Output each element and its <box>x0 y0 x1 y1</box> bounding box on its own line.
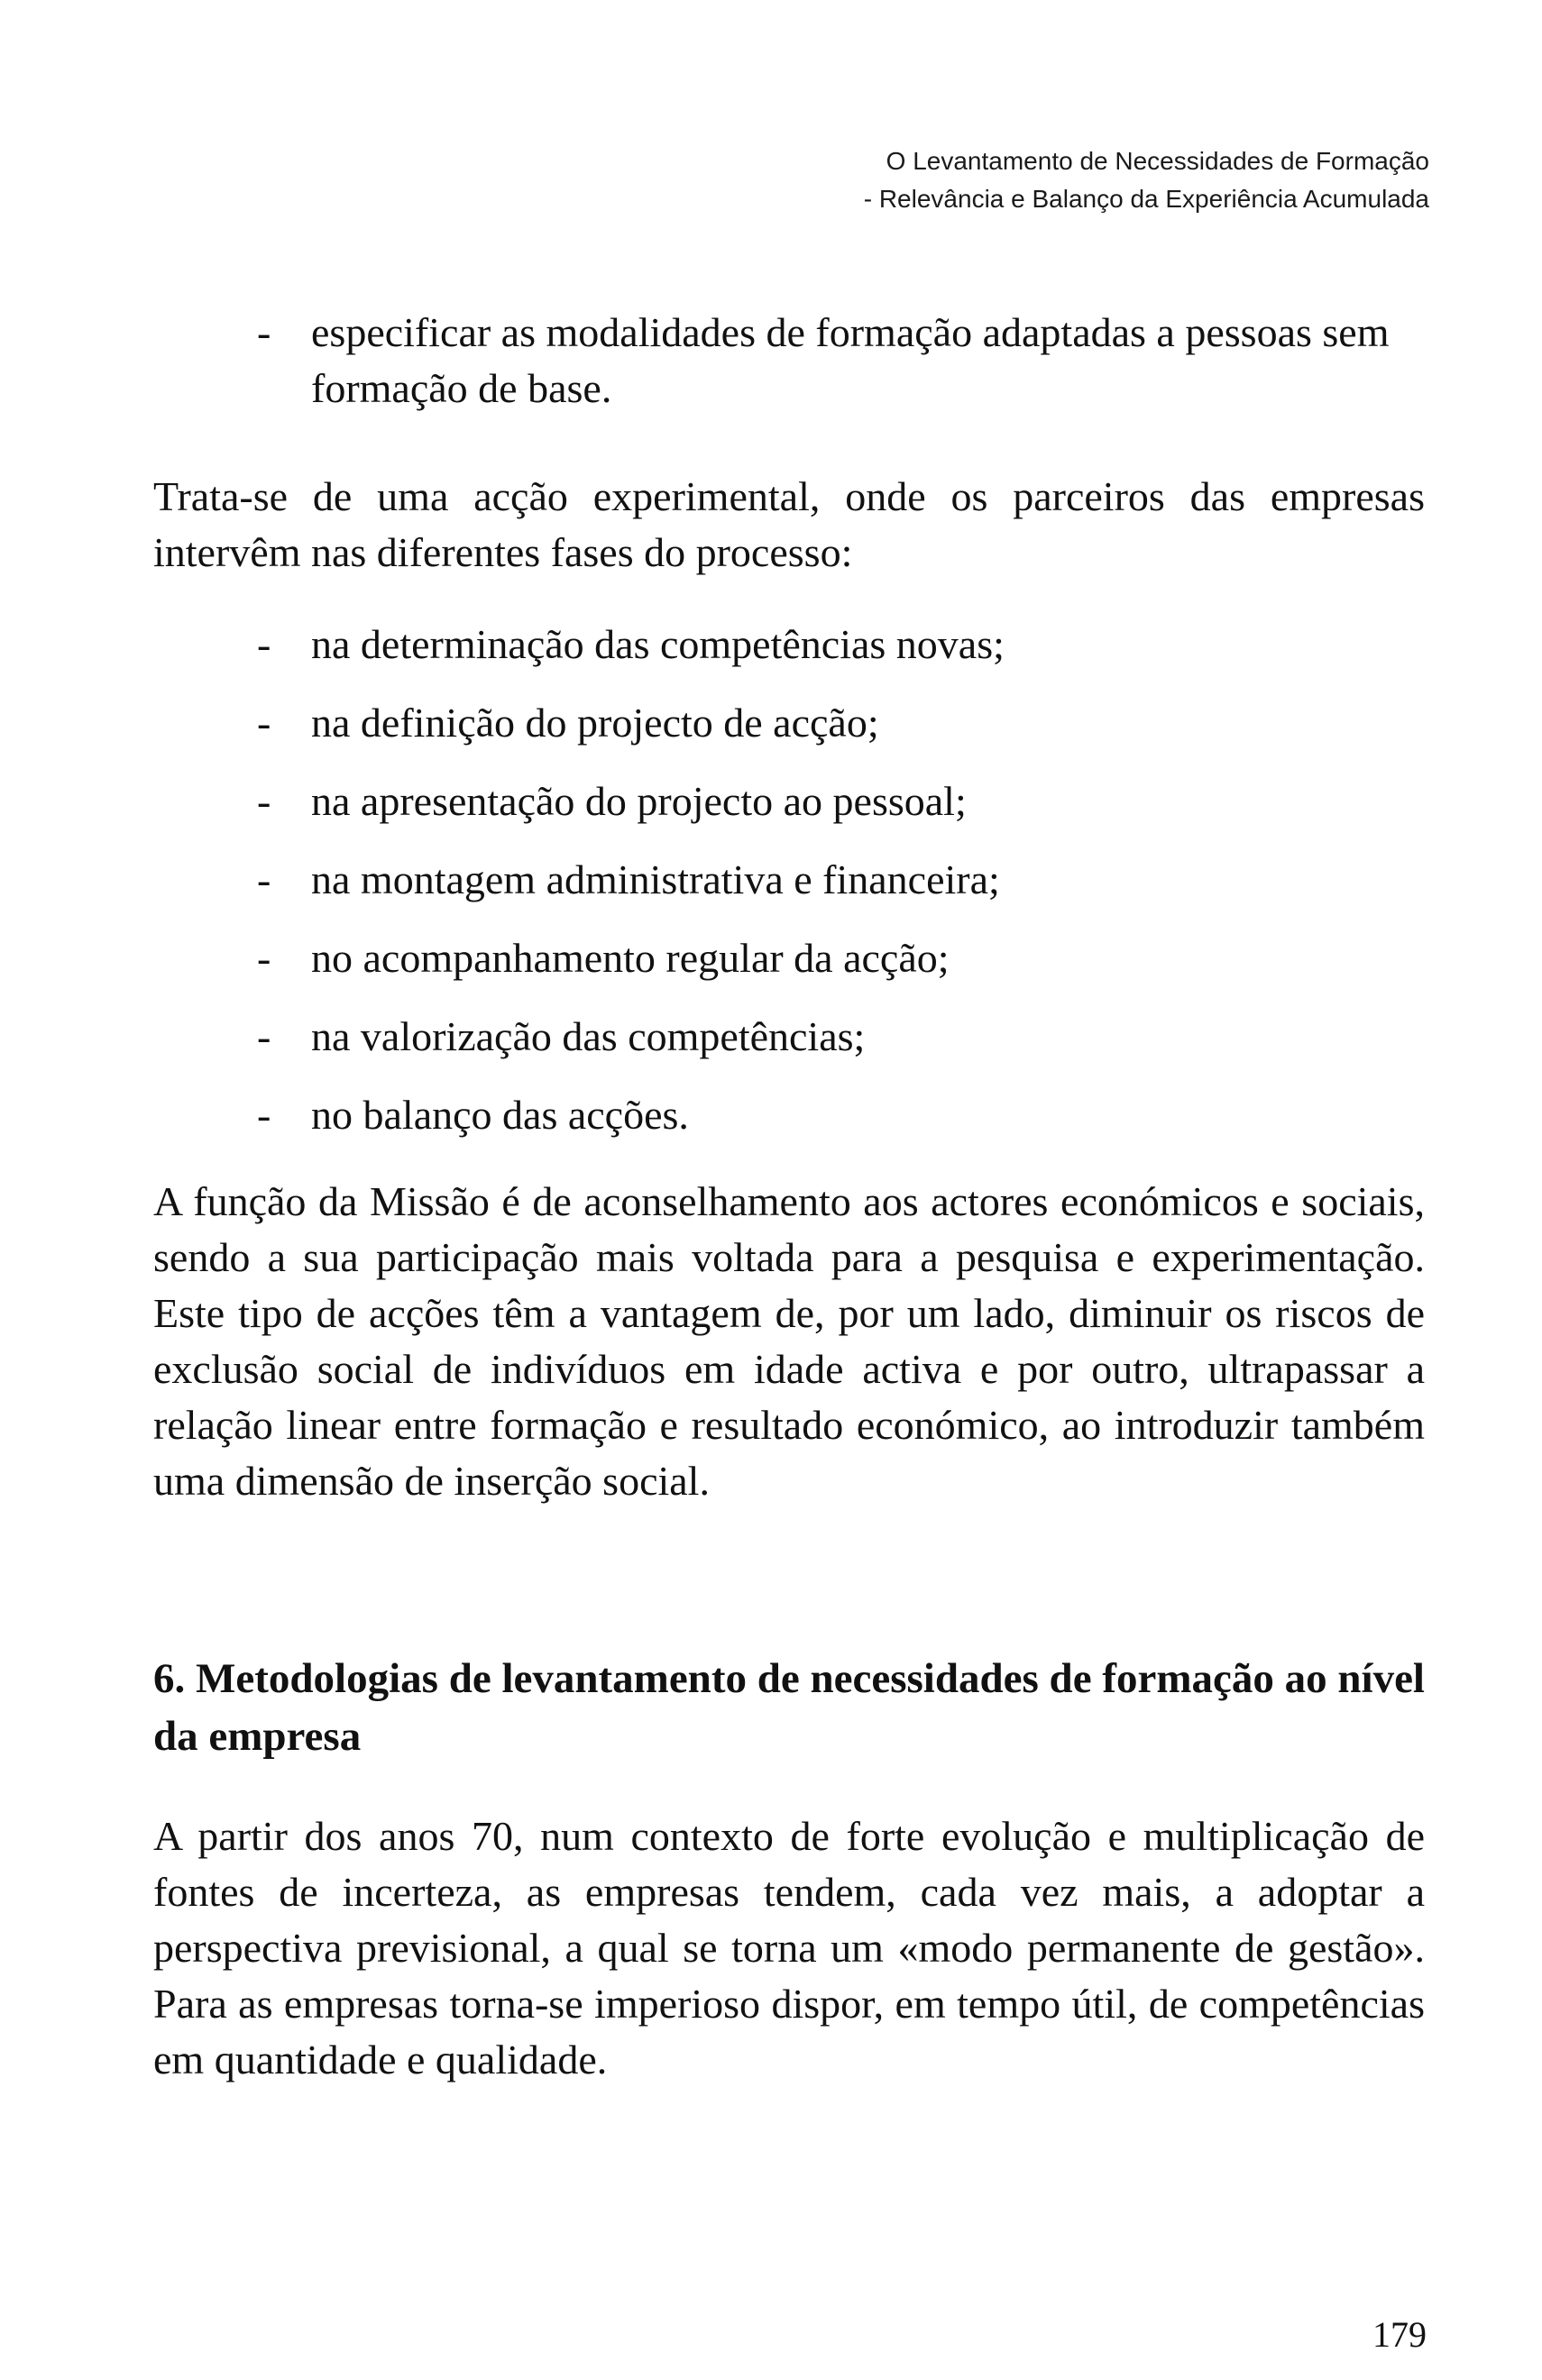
section-heading: 6. Metodologias de levantamento de necessidades de formação ao nível da empresa <box>153 1655 1425 1760</box>
list-item-text: na definição do projecto de acção; <box>311 700 879 746</box>
dash-marker: - <box>257 1092 271 1138</box>
paragraph-mission: A função da Missão é de aconselhamento aos actores económicos e sociais, sendo a sua participação mais voltada para a pesquisa e experimentação. Este tipo de acções têm a vantagem de, por um lado, diminuir os riscos de exclusão social de indivíduos em idade activa e por outro, ultrapassar a relação linear entre formação e resultado económico, ao introduzir também uma dimensão de inserção social. <box>153 1178 1425 1504</box>
dash-marker: - <box>257 1013 271 1059</box>
page-number: 179 <box>1372 2314 1427 2355</box>
list-item-text: na montagem administrativa e financeira; <box>311 856 1000 902</box>
paragraph-seventies-block <box>153 1808 1425 2088</box>
list-item-text: no acompanhamento regular da acção; <box>311 935 950 981</box>
list-item-text: na apresentação do projecto ao pessoal; <box>311 778 967 824</box>
top-bullet-text: especificar as modalidades de formação adaptadas a pessoas sem formação de base. <box>311 309 1390 411</box>
list-item-text: no balanço das acções. <box>311 1092 689 1138</box>
dash-marker: - <box>257 778 271 824</box>
list-item <box>153 852 1425 930</box>
dash-marker: - <box>257 935 271 981</box>
dash-marker: - <box>257 309 271 355</box>
dash-marker: - <box>257 621 271 667</box>
list-item-text: na determinação das competências novas; <box>311 621 1005 667</box>
list-item <box>153 1087 1425 1166</box>
paragraph-mission-block <box>153 1174 1425 1509</box>
paragraph-seventies: A partir dos anos 70, num contexto de forte evolução e multiplicação de fontes de incerteza, as empresas tendem, cada vez mais, a adoptar a perspectiva previsional, a qual se torna um «modo permanente de gestão». Para as empresas torna-se imperioso dispor, em tempo útil, de competências em quantidade e qualidade. <box>153 1813 1425 2082</box>
running-header-line-1: O Levantamento de Necessidades de Formação <box>886 147 1429 175</box>
list-item <box>153 774 1425 852</box>
top-bullet-item <box>153 305 1425 416</box>
list-item <box>153 1009 1425 1087</box>
dash-marker: - <box>257 856 271 902</box>
main-content <box>153 469 1425 1166</box>
running-header-line-2: - Relevância e Balanço da Experiência Acumulada <box>863 185 1429 213</box>
list-item <box>153 695 1425 774</box>
list-item <box>153 930 1425 1009</box>
running-header <box>864 142 1429 218</box>
dash-marker: - <box>257 700 271 746</box>
paragraph-intro: Trata-se de uma acção experimental, onde os parceiros das empresas intervêm nas diferentes fases do processo: <box>153 473 1425 575</box>
list-item <box>153 617 1425 695</box>
process-phases-list <box>153 617 1425 1166</box>
section-heading-block <box>153 1650 1425 1765</box>
list-item-text: na valorização das competências; <box>311 1013 866 1059</box>
